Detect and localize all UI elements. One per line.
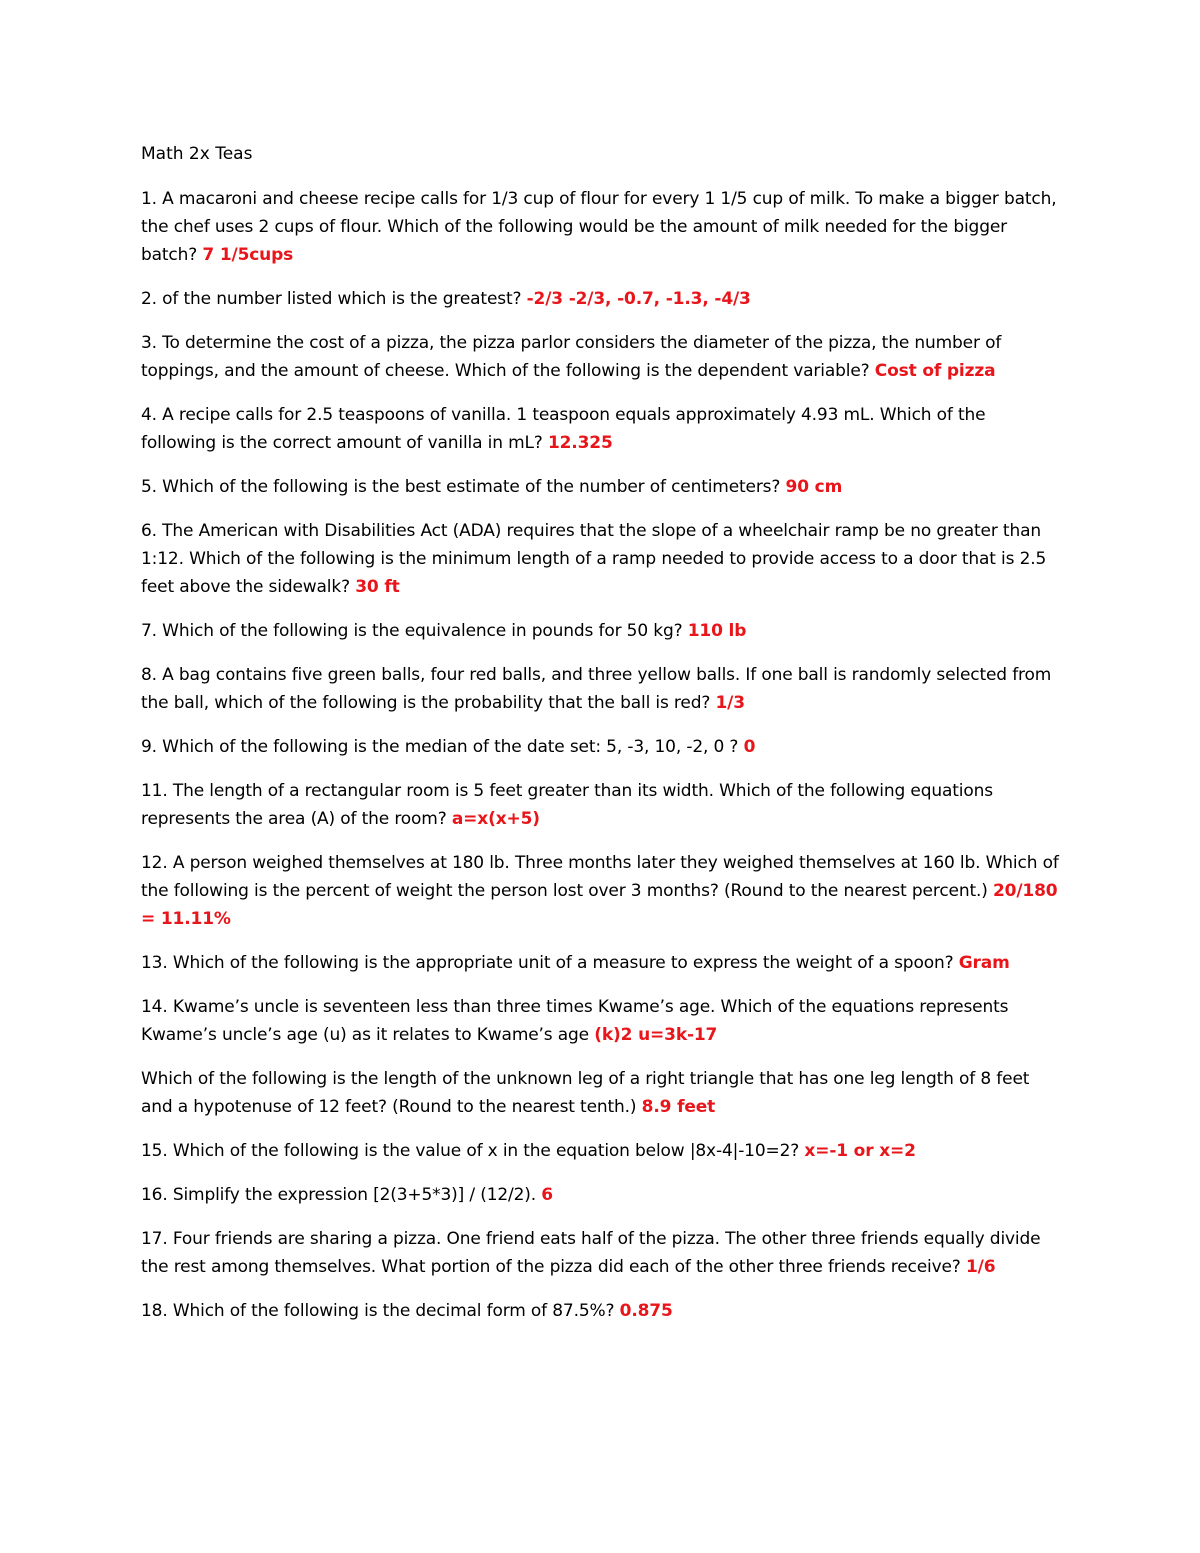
answer-text: 90 cm: [785, 477, 843, 497]
answer-text: 0: [743, 737, 756, 757]
question-text: 14. Kwame’s uncle is seventeen less than three times Kwame’s age. Which of the equations represents Kwame’s uncle’s age (u) as it relates to Kwame’s age: [141, 997, 1009, 1045]
answer-text: Cost of pizza: [874, 361, 996, 381]
answer-text: 8.9 feet: [641, 1097, 716, 1117]
question-16: [141, 1181, 1061, 1209]
answer-text: -2/3 -2/3, -0.7, -1.3, -4/3: [526, 289, 751, 309]
answer-text: 110 lb: [687, 621, 747, 641]
answer-text: 6: [541, 1185, 553, 1205]
question-text: 1. A macaroni and cheese recipe calls for 1/3 cup of flour for every 1 1/5 cup of milk. To make a bigger batch, the chef uses 2 cups of flour. Which of the following would be the amount of milk needed for the bigger batch?: [141, 189, 1057, 265]
question-text: 6. The American with Disabilities Act (ADA) requires that the slope of a wheelchair ramp be no greater than 1:12. Which of the following is the minimum length of a ramp needed to provide access to a door that is 2.5 feet above the sidewalk?: [141, 521, 1047, 597]
question-text: 4. A recipe calls for 2.5 teaspoons of vanilla. 1 teaspoon equals approximately 4.93 mL. Which of the following is the correct amount of vanilla in mL?: [141, 405, 986, 453]
question-text: 15. Which of the following is the value of x in the equation below |8x-4|-10=2?: [141, 1141, 800, 1161]
question-1: [141, 185, 1061, 269]
question-17: [141, 1225, 1061, 1281]
question-7: [141, 617, 1061, 645]
document-title: Math 2x Teas: [141, 144, 253, 164]
question-12: [141, 849, 1061, 933]
question-text: 7. Which of the following is the equivalence in pounds for 50 kg?: [141, 621, 683, 641]
question-18: [141, 1297, 1061, 1325]
question-6: [141, 517, 1061, 601]
answer-text: 30 ft: [355, 577, 400, 597]
answer-text: a=x(x+5): [451, 809, 540, 829]
question-3: [141, 329, 1061, 385]
answer-text: 20/180 = 11.11%: [141, 881, 1058, 929]
answer-text: 1/3: [715, 693, 745, 713]
question-text: 2. of the number listed which is the greatest?: [141, 289, 522, 309]
answer-text: 7 1/5cups: [202, 245, 294, 265]
document-page: [141, 140, 1061, 1341]
question-text: 8. A bag contains five green balls, four red balls, and three yellow balls. If one ball is randomly selected from the ball, which of the following is the probability that the ball is red?: [141, 665, 1052, 713]
question-text: 11. The length of a rectangular room is 5 feet greater than its width. Which of the following equations represents the area (A) of the room?: [141, 781, 993, 829]
question-4: [141, 401, 1061, 457]
question-text: 9. Which of the following is the median of the date set: 5, -3, 10, -2, 0 ?: [141, 737, 739, 757]
question-text: 12. A person weighed themselves at 180 lb. Three months later they weighed themselves at 160 lb. Which of the following is the percent of weight the person lost over 3 months? (Round to the nearest percent.): [141, 853, 1059, 901]
answer-text: x=-1 or x=2: [804, 1141, 916, 1161]
answer-text: Gram: [958, 953, 1010, 973]
question-text: 18. Which of the following is the decimal form of 87.5%?: [141, 1301, 615, 1321]
question-unnumbered: [141, 1065, 1061, 1121]
question-text: 17. Four friends are sharing a pizza. One friend eats half of the pizza. The other three friends equally divide the rest among themselves. What portion of the pizza did each of the other three friends receive?: [141, 1229, 1041, 1277]
question-13: [141, 949, 1061, 977]
answer-text: 1/6: [965, 1257, 996, 1277]
question-9: [141, 733, 1061, 761]
question-2: [141, 285, 1061, 313]
question-5: [141, 473, 1061, 501]
question-text: 16. Simplify the expression [2(3+5*3)] / (12/2).: [141, 1185, 537, 1205]
question-8: [141, 661, 1061, 717]
question-text: Which of the following is the length of the unknown leg of a right triangle that has one leg length of 8 feet and a hypotenuse of 12 feet? (Round to the nearest tenth.): [141, 1069, 1030, 1117]
answer-text: (k)2 u=3k-17: [594, 1025, 718, 1045]
question-text: 5. Which of the following is the best estimate of the number of centimeters?: [141, 477, 781, 497]
question-11: [141, 777, 1061, 833]
question-14: [141, 993, 1061, 1049]
question-text: 13. Which of the following is the appropriate unit of a measure to express the weight of a spoon?: [141, 953, 954, 973]
question-15: [141, 1137, 1061, 1165]
answer-text: 12.325: [547, 433, 613, 453]
question-text: 3. To determine the cost of a pizza, the pizza parlor considers the diameter of the pizza, the number of toppings, and the amount of cheese. Which of the following is the dependent variable?: [141, 333, 1002, 381]
answer-text: 0.875: [619, 1301, 673, 1321]
